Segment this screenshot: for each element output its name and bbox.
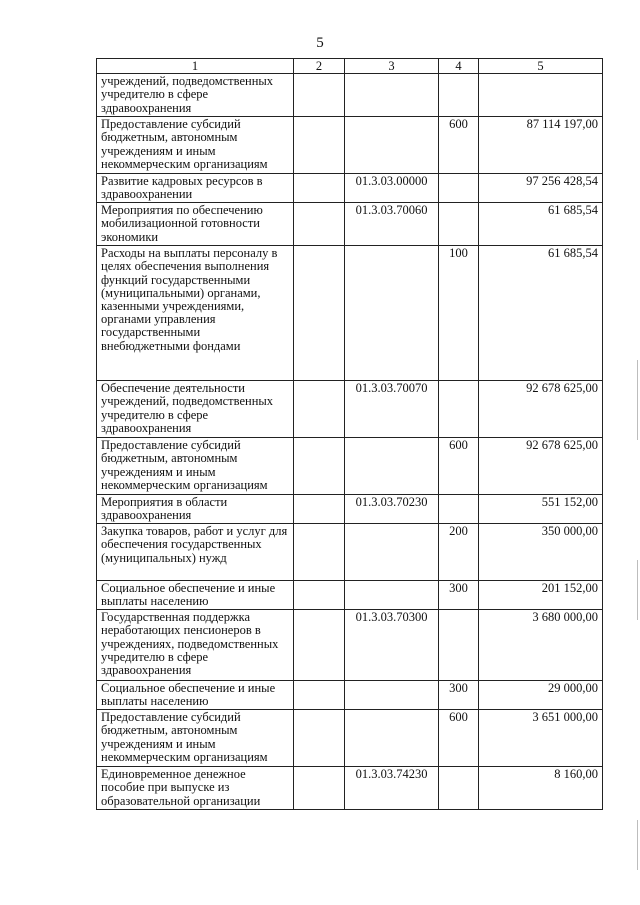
row-type	[439, 203, 479, 246]
row-col2	[294, 246, 345, 381]
row-amount: 3 651 000,00	[479, 710, 603, 767]
row-type: 300	[439, 581, 479, 610]
row-col2	[294, 767, 345, 810]
table-row	[97, 381, 603, 438]
row-name: Предоставление субсидий бюджетным, автономным учреждениям и иным некоммерческим организациям	[97, 710, 294, 767]
row-amount: 551 152,00	[479, 495, 603, 524]
row-amount: 61 685,54	[479, 246, 603, 381]
row-amount: 350 000,00	[479, 524, 603, 581]
row-col2	[294, 381, 345, 438]
row-type: 600	[439, 438, 479, 495]
row-code	[345, 117, 439, 174]
row-code	[345, 710, 439, 767]
row-code	[345, 74, 439, 117]
row-type	[439, 495, 479, 524]
scan-edge-mark	[637, 360, 638, 440]
row-amount: 8 160,00	[479, 767, 603, 810]
row-name: Государственная поддержка неработающих пенсионеров в учреждениях, подведомственных учредителю в сфере здравоохранения	[97, 610, 294, 681]
row-name: Предоставление субсидий бюджетным, автономным учреждениям и иным некоммерческим организациям	[97, 117, 294, 174]
row-code	[345, 681, 439, 710]
row-type: 100	[439, 246, 479, 381]
table-row	[97, 203, 603, 246]
row-col2	[294, 74, 345, 117]
row-code: 01.3.03.70300	[345, 610, 439, 681]
row-code	[345, 524, 439, 581]
table-row	[97, 74, 603, 117]
row-code	[345, 246, 439, 381]
header-col-4: 4	[439, 59, 479, 74]
row-type	[439, 381, 479, 438]
row-code	[345, 581, 439, 610]
row-name: учреждений, подведомственных учредителю в сфере здравоохранения	[97, 74, 294, 117]
row-amount: 201 152,00	[479, 581, 603, 610]
row-type: 600	[439, 710, 479, 767]
row-amount: 92 678 625,00	[479, 381, 603, 438]
row-code: 01.3.03.00000	[345, 174, 439, 203]
row-code: 01.3.03.70230	[345, 495, 439, 524]
row-name: Обеспечение деятельности учреждений, подведомственных учредителю в сфере здравоохранения	[97, 381, 294, 438]
row-name: Предоставление субсидий бюджетным, автономным учреждениям и иным некоммерческим организациям	[97, 438, 294, 495]
row-type	[439, 767, 479, 810]
scan-edge-mark	[637, 560, 638, 620]
budget-table	[96, 58, 603, 810]
row-col2	[294, 174, 345, 203]
scan-edge-mark	[637, 820, 638, 870]
header-col-2: 2	[294, 59, 345, 74]
header-col-5: 5	[479, 59, 603, 74]
row-code: 01.3.03.70060	[345, 203, 439, 246]
row-name: Мероприятия по обеспечению мобилизационной готовности экономики	[97, 203, 294, 246]
table-row	[97, 524, 603, 581]
table-row	[97, 495, 603, 524]
header-row	[97, 59, 603, 74]
table-row	[97, 438, 603, 495]
table-body	[97, 74, 603, 810]
table-header	[97, 59, 603, 74]
row-type	[439, 174, 479, 203]
row-col2	[294, 610, 345, 681]
row-code: 01.3.03.74230	[345, 767, 439, 810]
row-name: Социальное обеспечение и иные выплаты населению	[97, 681, 294, 710]
table-row	[97, 246, 603, 381]
row-code: 01.3.03.70070	[345, 381, 439, 438]
table-row	[97, 581, 603, 610]
row-amount: 97 256 428,54	[479, 174, 603, 203]
row-name: Расходы на выплаты персоналу в целях обеспечения выполнения функций государственными (муниципальными) органами, казенными учреждениями, органами управления государственными внебюджетными фондами	[97, 246, 294, 381]
row-col2	[294, 117, 345, 174]
row-code	[345, 438, 439, 495]
row-amount: 87 114 197,00	[479, 117, 603, 174]
row-name: Развитие кадровых ресурсов в здравоохранении	[97, 174, 294, 203]
row-type	[439, 610, 479, 681]
row-name: Единовременное денежное пособие при выпуске из образовательной организации	[97, 767, 294, 810]
row-name: Мероприятия в области здравоохранения	[97, 495, 294, 524]
row-amount: 92 678 625,00	[479, 438, 603, 495]
header-col-1: 1	[97, 59, 294, 74]
row-amount: 3 680 000,00	[479, 610, 603, 681]
row-amount: 61 685,54	[479, 203, 603, 246]
table-row	[97, 681, 603, 710]
row-type: 200	[439, 524, 479, 581]
row-col2	[294, 495, 345, 524]
table-row	[97, 610, 603, 681]
row-col2	[294, 710, 345, 767]
row-col2	[294, 438, 345, 495]
row-amount	[479, 74, 603, 117]
table-row	[97, 767, 603, 810]
page-number: 5	[316, 35, 324, 51]
row-col2	[294, 581, 345, 610]
row-type: 300	[439, 681, 479, 710]
table-row	[97, 174, 603, 203]
row-amount: 29 000,00	[479, 681, 603, 710]
row-name: Социальное обеспечение и иные выплаты населению	[97, 581, 294, 610]
row-type: 600	[439, 117, 479, 174]
table-row	[97, 710, 603, 767]
row-type	[439, 74, 479, 117]
row-col2	[294, 203, 345, 246]
table-row	[97, 117, 603, 174]
row-name: Закупка товаров, работ и услуг для обеспечения государственных (муниципальных) нужд	[97, 524, 294, 581]
row-col2	[294, 524, 345, 581]
header-col-3: 3	[345, 59, 439, 74]
row-col2	[294, 681, 345, 710]
